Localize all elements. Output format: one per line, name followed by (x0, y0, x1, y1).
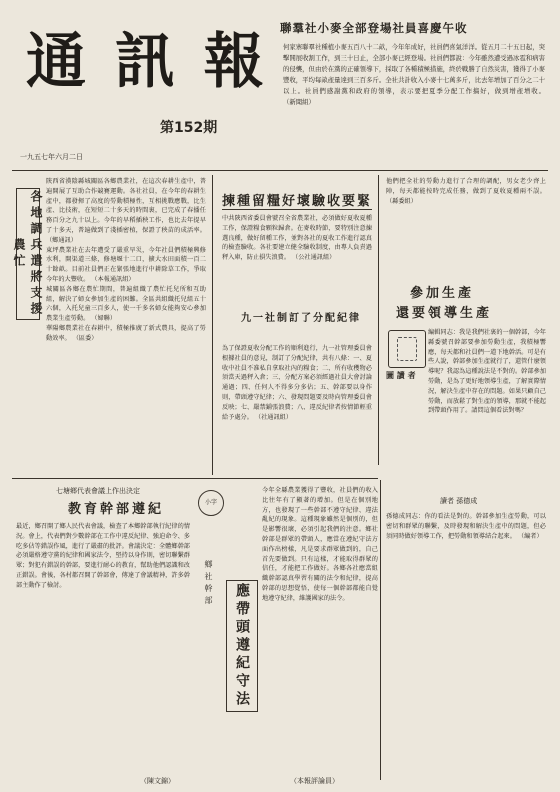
small-badge: 小字 (198, 490, 224, 516)
education-kicker: 七塘鄉代表會議上作出決定 (56, 487, 140, 495)
education-text: 最近，鄉召開了鄉人民代表會議，檢查了本鄉幹部執行紀律的情況。會上，代表們對少數幹部在工作中違反紀律、強迫命令、多吃多佔等錯誤作風，進行了嚴肅的批評。會議決定：全體鄉幹部必須嚴格遵守黨的紀律和國家法令，堅持以身作則，密切聯繫群眾；對犯有錯誤的幹部，要進行耐心的教育，幫助他們認識和改正錯誤。會後，各村都召開了幹部會，傳達了會議精神，許多幹部主動作了檢討。 (16, 523, 190, 589)
top-story-source: （新聞組） (283, 98, 315, 106)
stamp-image (388, 330, 426, 368)
left-text-4: 華陽鄉農業社在春耕中，積極推廣了新式農具，提高了勞動效率。 (46, 324, 206, 342)
ninth-story-headline: 九一社制訂了分配紀律 (241, 313, 361, 324)
education-body (16, 522, 190, 780)
education-credit: （陳文錦） (140, 777, 175, 785)
footer-credit: （本報評論員） (290, 777, 339, 785)
issue-number: 第152期 (160, 120, 218, 136)
reply-text: 孫德成同志：你的看法是對的。幹部參加生產勞動，可以密切和群眾的聯繫，及時發現和解決生產中的問題，但必須同時做好領導工作，把勞動和領導結合起來。 (386, 513, 546, 540)
left-credit-1: （鄉通訊） (46, 236, 77, 244)
main-story-text: 今年全縣農業獲得了豐收，社員們的收入比往年有了顯著的增加。但是在個別地方，也發現了一些幹部不遵守紀律、違法亂紀的現象。這種現象雖然是個別的，但是影響很壞，必須引起我們的注意。鄉社幹部是群眾的帶頭人，應當在遵紀守法方面作出榜樣，凡是要求群眾做到的，自己首先要做到。只有這樣，才能取得群眾的信任，才能把工作做好。各鄉各社應當組織幹部認真學習有關的法令和紀律，提高幹部的思想覺悟，使每一個幹部都能自覺地遵守紀律，維護國家的法令。 (262, 487, 378, 602)
participate-headline-line2: 還要領導生產 (396, 306, 493, 321)
lower-divider (12, 478, 378, 479)
top-story-body (283, 42, 545, 108)
left-credit-3: （婦聯） (91, 315, 117, 323)
left-credit-4: （區委） (72, 334, 98, 342)
vertical-title-2: 應帶頭遵紀守法 (226, 580, 258, 712)
issue-date: 一九五七年六月二日 (20, 153, 83, 161)
ninth-story-credit: （社通訊組） (254, 413, 293, 421)
right-top-text: 他們把全社的勞動力進行了合理的調配，男女老少齊上陣，每天都能按時完成任務，做到了夏收夏種兩不誤。 (386, 178, 546, 195)
participate-body (428, 328, 546, 508)
participate-text: 編輯同志：我是我們社裏的一個幹部，今年縣委號召幹部要參加勞動生產，我積極響應，每天都和社員們一道下地幹活。可是有些人說，幹部參加生產就行了，還管什麼領導呢？我認為這種說法是不對的。幹部參加勞動，是為了更好地領導生產，了解實際情況，解決生產中存在的問題。如果只顧自己勞動，而放鬆了對生產的領導，那就不能起到帶頭作用了。請問這個看法對嗎？ (428, 329, 546, 415)
right-top-body (386, 177, 546, 277)
newspaper-title: 通 訊 報 (26, 27, 268, 97)
main-story-body (262, 486, 378, 782)
right-top-credit: （縣委組） (386, 197, 417, 205)
column-divider-1 (212, 175, 213, 475)
ninth-story-body (222, 344, 372, 464)
reply-body (386, 512, 546, 784)
left-text-3: 城關區各鄉在農忙期間，普遍組織了農忙托兒所和互助組，解決了婦女參加生產的困難。全區共組織托兒組五十六個，入托兒童三百多人，使一千多名婦女能夠安心參加農業生產勞動。 (46, 285, 206, 323)
left-credit-2: （本報通訊組） (91, 275, 135, 283)
reply-credit: （編者） (517, 532, 543, 540)
left-text-1: 陝西省漢陰縣城關區各鄉農業社，在這次春耕生產中，普遍開展了互助合作競賽運動。各社社員，在今年的春耕生產中，都發揮了高度的勞動積極性，互相挑戰應戰，比生產、比技術，在短短二十多天的時間裏，已完成了春播任務百分之九十以上。今年的早稻插秧工作，也比去年提早了十多天，普遍做到了淺插密植，保證了秧苗的成活率。 (46, 178, 206, 234)
left-column (46, 177, 206, 477)
middle-story-text: 中共陝西省委員會號召全省農業社，必須做好夏收夏種工作，保證糧食顆粒歸倉。在麥收時節，要特別注意揀選良種，做好留種工作，並對各社的夏收工作進行認真的檢查驗收。各社要建立健全驗收制度，由專人負責過秤入庫，防止損失浪費。 (222, 215, 372, 262)
middle-story-body (222, 214, 372, 314)
top-story-headline: 聯羣社小麥全部登場社員喜慶午收 (280, 21, 468, 35)
left-vertical-title: 各地調兵遣將支援農忙 (12, 190, 43, 318)
middle-story-source: （公社通訊組） (292, 254, 336, 262)
vertical-label: 鄉社幹部 (204, 560, 213, 608)
top-story-text: 何家寨聯羣社種植小麥五百八十二畝，今年年成好，社員們喜氣洋洋。從五月二十五日起，突擊開展收割工作，到三十日止，全部小麥已經登場。社員們都說：今年雖然遭受過冰雹和病害的侵襲，但由於在黨的正確領導下，採取了各種積極措施，終於戰勝了自然災害，獲得了小麥豐收，平均每畝產量達到三百多斤。全社共計收入小麥十七萬多斤，比去年增加了百分之二十以上。社員們感謝黨和政府的領導，表示要把夏季分配工作搞好，做到增產增收。 (283, 43, 546, 95)
column-divider-3 (380, 480, 381, 780)
masthead (18, 12, 268, 162)
middle-story-headline: 揀種留糧好壞驗收要緊 (222, 190, 372, 210)
education-headline: 教育幹部遵紀 (68, 502, 165, 517)
masthead-divider (12, 170, 548, 171)
participate-subhead: 圖 讀 者 (386, 370, 416, 380)
left-text-2: 東坪農業社在去年遭受了嚴重旱災，今年社員們積極興修水利，開渠道三條，修塘堰十二口，擴大水田面積一百二十餘畝。目前社員們正在緊張地進行中耕除草工作，爭取今年的大豐收。 (46, 246, 206, 283)
participate-headline-line1: 參加生產 (410, 286, 475, 301)
column-divider-2 (378, 175, 379, 465)
participate-signoff: 讀者 孫德成 (440, 497, 478, 505)
ninth-story-text: 為了保證夏收分配工作的順利進行，九一社管理委員會根據社員的意見，制訂了分配紀律，共有八條：一、夏收中社員不准私自拿取社內的糧食；二、所有收穫物必須當天過秤入倉；三、分配方案必須經過社員大會討論通過；四、任何人不得多分多佔；五、幹部要以身作則，帶頭遵守紀律；六、發現問題要及時向管理委員會反映；七、嚴禁鋪張浪費；八、違反紀律者按情節輕重給予處分。 (222, 345, 372, 421)
